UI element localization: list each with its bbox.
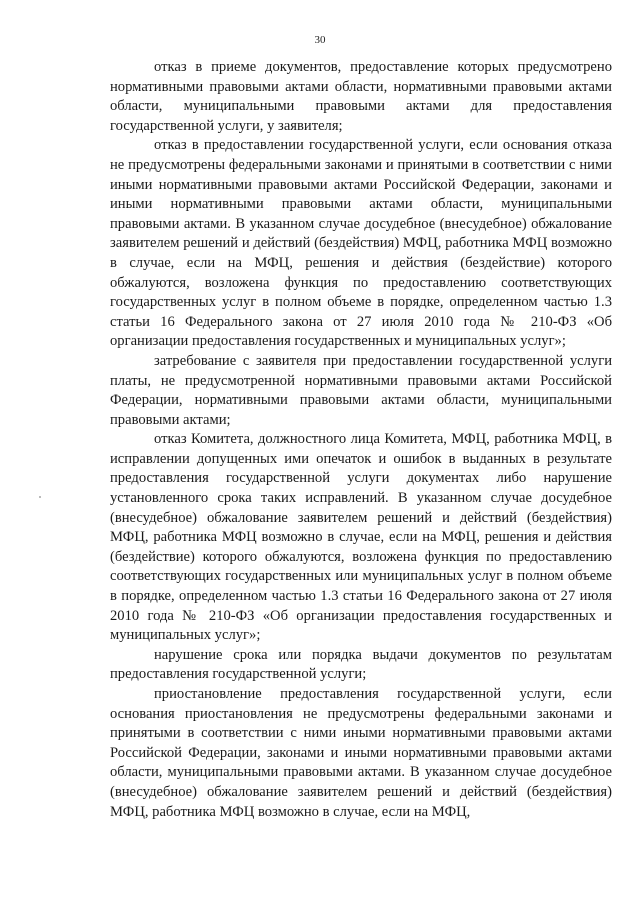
paragraph-deadline-violation: нарушение срока или порядка выдачи документов по результатам предоставления государственной услуги;: [110, 646, 612, 683]
paragraph-suspension: приостановление предоставления государственной услуги, если основания приостановления не предусмотрены федеральными законами и принятыми в соответствии с ними иными нормативными правовыми актами Российской Федерации, законами и иными нормативными правовыми актами области, муниципальными правовыми актами. В указанном случае досудебное (внесудебное) обжалование заявителем решений и действий (бездействия) МФЦ, работника МФЦ возможно в случае, если на МФЦ,: [110, 686, 612, 820]
paragraph-fee-demand: затребование с заявителя при предоставлении государственной услуги платы, не предусмотренной нормативными правовыми актами Российской Федерации, нормативными правовыми актами области, муниципальными правовыми актами;: [110, 352, 612, 428]
paragraph-refusal-documents: отказ в приеме документов, предоставление которых предусмотрено нормативными правовыми актами области, нормативными правовыми актами области, муниципальными правовыми актами для предоставления государственной услуги, у заявителя;: [110, 59, 612, 134]
document-body: [110, 58, 612, 822]
paragraph-refusal-corrections: отказ Комитета, должностного лица Комитета, МФЦ, работника МФЦ, в исправлении допущенных ими опечаток и ошибок в выданных в результате предоставления государственной услуги документах либо нарушение установленного срока таких исправлений. В указанном случае досудебное (внесудебное) обжалование заявителем решений и действий (бездействия) МФЦ, работника МФЦ возможно в случае, если на МФЦ, решения и действия (бездействие) которого обжалуются, возложена функция по предоставлению соответствующих государственных или муниципальных услуг в полном объеме в порядке, определенном частью 1.3 статьи 16 Федерального закона от 27 июля 2010 года № 210-ФЗ «Об организации предоставления государственных и муниципальных услуг»;: [110, 431, 612, 644]
paragraph-refusal-service: отказ в предоставлении государственной услуги, если основания отказа не предусмотрены федеральными законами и принятыми в соответствии с ними иными нормативными правовыми актами Российской Федерации, законами и иными нормативными правовыми актами области, муниципальными правовыми актами. В указанном случае досудебное (внесудебное) обжалование заявителем решений и действий (бездействия) МФЦ, работника МФЦ возможно в случае, если на МФЦ, решения и действия (бездействие) которого обжалуются, возложена функция по предоставлению соответствующих государственных услуг в полном объеме в порядке, определенном частью 1.3 статьи 16 Федерального закона от 27 июля 2010 года № 210-ФЗ «Об организации предоставления государственных и муниципальных услуг»;: [110, 137, 612, 350]
page-number: 30: [314, 34, 326, 46]
scan-speck: [39, 496, 41, 498]
